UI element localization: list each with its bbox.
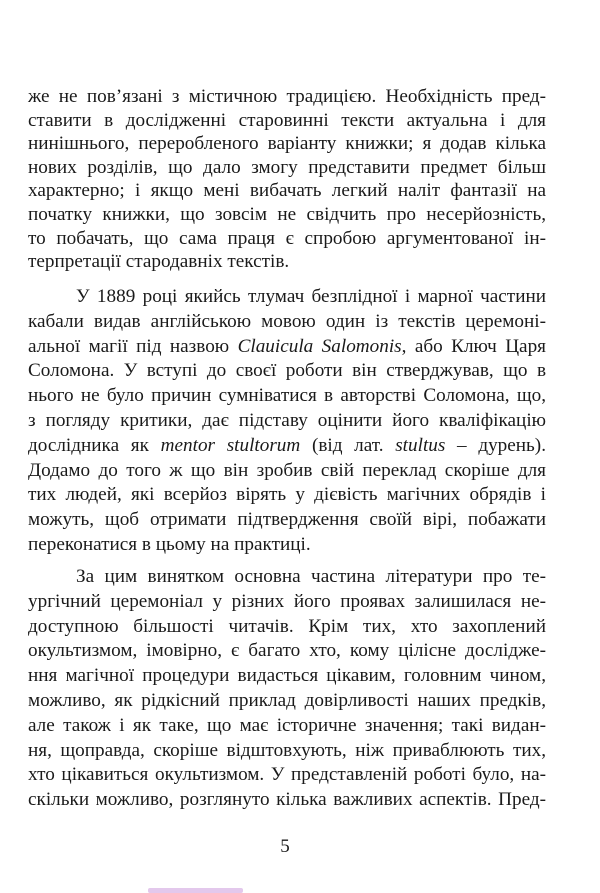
text-line [28,85,546,109]
text-line [28,227,546,251]
text-segment: же не пов’язані з містичною традицією. Необхідність пред- [28,86,546,107]
text-segment: скільки можливо, розглянуто кілька важливих аспектів. Пред- [28,789,546,811]
text-segment: тих людей, які всерйоз вірять у дієвість магічних обрядів і [28,484,546,506]
text-segment: ургічний церемоніал у різних його проявах залишилася не- [28,590,546,612]
text-line [28,109,546,133]
text-line [28,179,546,203]
text-line [28,335,546,360]
text-segment: з погляду критики, дає підставу оцінити його кваліфікацію [28,409,546,431]
text-segment: початку книжки, що зовсім не свідчить про несерйозність, [28,203,546,225]
text-line [28,359,546,384]
text-segment: нинішнього, переробленого варіанту книжки; я додав кілька [28,133,546,155]
text-segment: можуть, щоб отримати підтвердження своїй вірі, побажати [28,509,546,531]
text-line [28,384,546,409]
text-line [28,156,546,180]
text-segment: терпретації стародавніх текстів. [28,251,290,273]
paragraph-1 [28,85,546,274]
text-segment: Соломона. У вступі до своєї роботи він стверджував, що в [28,360,546,382]
text-segment: У 1889 році якийсь тлумач безплідної і марної частини [76,286,546,307]
text-segment: За цим винятком основна частина літератури про те- [76,566,546,587]
text-segment: можливо, як рідкісний приклад довірливості наших предків, [28,689,546,711]
text-line [28,788,546,813]
text-line [28,310,546,335]
italic-text: stultus [395,434,446,456]
text-line [28,459,546,484]
text-line [28,714,546,739]
page-number: 5 [280,836,290,857]
italic-text: Clauicula Salomonis [237,335,402,357]
scan-edge-mark [148,888,243,893]
text-segment: переконатися в цьому на практиці. [28,533,311,555]
text-segment: альної магії під назвою [28,335,238,357]
text-segment: але також і як таке, що має історичне значення; такі видан- [28,714,546,736]
text-segment: ння магічної процедури видасться цікавим, головним чином, [28,665,546,687]
text-line [28,615,546,640]
paragraph-3 [28,565,546,813]
text-line [28,533,546,558]
italic-text: mentor stultorum [160,434,301,456]
text-segment: – дурень). [445,434,546,456]
text-line [28,434,546,459]
text-segment: доступною більшості читачів. Крім тих, хто захоплений [28,615,546,637]
text-segment: ставити в дослідженні старовинні тексти актуальна і для [28,109,546,131]
text-line [28,483,546,508]
text-line [28,590,546,615]
text-segment: то побачать, що сама праця є спробою аргументованої ін- [28,227,546,249]
text-segment: ня, щоправда, скоріше відштовхують, ніж приваблюють тих, [28,739,546,761]
text-line [28,664,546,689]
text-line [28,285,546,310]
text-segment: хто цікавиться окультизмом. У представленій роботі було, на- [28,764,546,786]
text-segment: , або Ключ Царя [401,335,546,357]
text-line [28,565,546,590]
text-segment: (від лат. [300,434,396,456]
text-segment: дослідника як [28,434,161,456]
text-line [28,132,546,156]
text-line [28,639,546,664]
text-line [28,689,546,714]
paragraph-2 [28,285,546,558]
text-line [28,409,546,434]
text-segment: окультизмом, імовірно, є багато хто, кому цілісне дослідже- [28,640,546,662]
text-line [28,763,546,788]
text-segment: Додамо до того ж що він зробив свій переклад скоріше для [28,459,546,481]
text-segment: характерно; і якщо мені вибачать легкий наліт фантазії на [28,180,546,202]
text-line [28,739,546,764]
text-segment: нових розділів, що дало змогу представити предмет більш [28,156,546,178]
text-line [28,250,546,274]
text-segment: нього не було причин сумніватися в авторстві Соломона, що, [28,385,546,407]
text-line [28,508,546,533]
text-segment: кабали видав англійською мовою один із текстів церемоні- [28,310,546,332]
text-line [28,203,546,227]
